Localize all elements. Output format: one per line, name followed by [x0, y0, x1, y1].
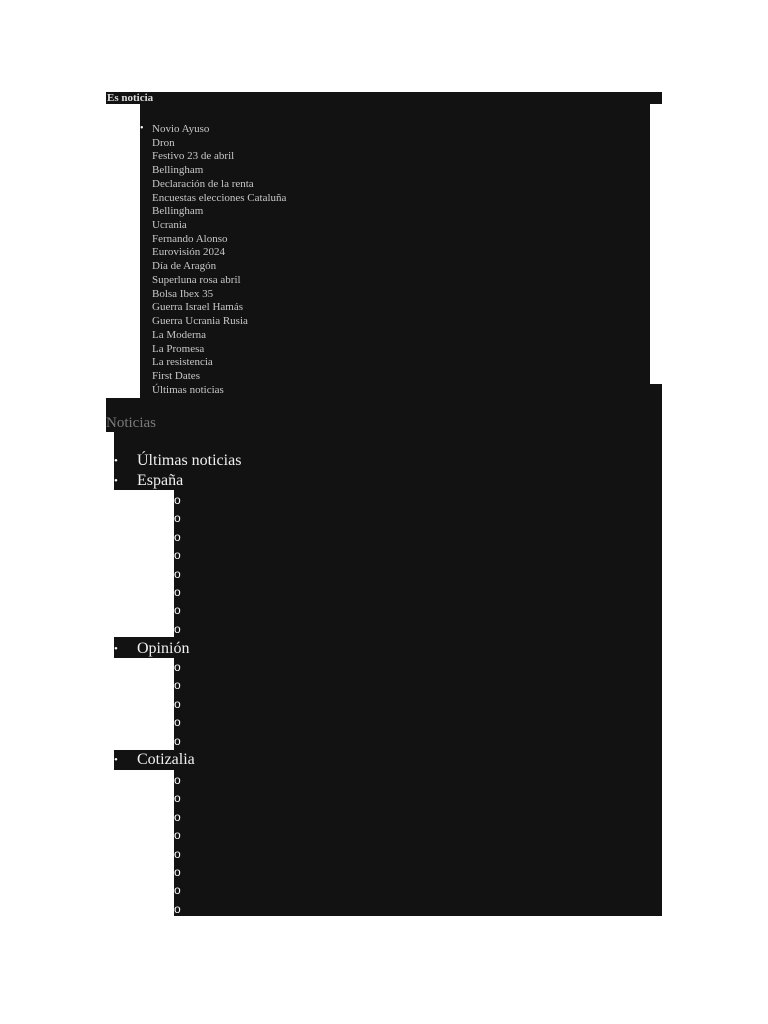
trending-topic-link[interactable]: • Bellingham	[152, 204, 286, 218]
section-bullet: •	[114, 475, 118, 487]
trending-topic-link[interactable]: • Fernando Alonso	[152, 232, 286, 246]
subsection-bullet: o	[174, 883, 181, 898]
trending-topic-link[interactable]: • Eurovisión 2024	[152, 245, 286, 259]
trending-topic-link[interactable]: • Encuestas elecciones Cataluña	[152, 191, 286, 205]
trending-topic-link[interactable]: • La Promesa	[152, 342, 286, 356]
subsection-bullet: o	[174, 493, 181, 507]
noticias-title: Noticias	[106, 415, 156, 431]
subsection-bullet: o	[174, 733, 181, 748]
es-noticia-header-bar	[106, 92, 662, 104]
trending-topic-link[interactable]: • Guerra Israel Hamás	[152, 300, 286, 314]
noticias-section-link[interactable]: Opinión	[137, 640, 190, 657]
noticias-section-link[interactable]: España	[137, 472, 184, 489]
subsection-bullet: o	[174, 791, 181, 806]
trending-topic-link[interactable]: • Dron	[152, 136, 286, 150]
subsection-bullet: o	[174, 529, 181, 544]
subsection-bullet: o	[174, 865, 181, 879]
subsection-bullet: o	[174, 621, 181, 636]
layout-cutout	[114, 770, 174, 916]
layout-cutout	[114, 490, 174, 637]
section-bullet: •	[114, 455, 118, 467]
subsection-bullet: o	[174, 548, 181, 563]
subsection-bullet: o	[174, 828, 181, 843]
subsection-bullet: o	[174, 660, 181, 674]
trending-topics-list	[152, 122, 286, 396]
es-noticia-title: Es noticia	[107, 92, 154, 104]
trending-topic-link[interactable]: • Novio Ayuso	[152, 122, 286, 136]
subsection-bullet: o	[174, 603, 181, 618]
subsection-bullet: o	[174, 901, 181, 916]
trending-topic-link[interactable]: • Últimas noticias	[152, 383, 286, 397]
trending-topic-link[interactable]: • Día de Aragón	[152, 259, 286, 273]
noticias-section-link[interactable]: Últimas noticias	[137, 452, 242, 469]
trending-topic-link[interactable]: • First Dates	[152, 369, 286, 383]
subsection-bullet: o	[174, 566, 181, 581]
trending-topic-link[interactable]: • Festivo 23 de abril	[152, 149, 286, 163]
trending-topic-link[interactable]: • Declaración de la renta	[152, 177, 286, 191]
subsection-bullet: o	[174, 696, 181, 711]
subsection-bullet: o	[174, 511, 181, 526]
subsection-bullet: o	[174, 585, 181, 599]
section-bullet: •	[114, 643, 118, 655]
trending-topic-link[interactable]: • Superluna rosa abril	[152, 273, 286, 287]
noticias-section-link[interactable]: Cotizalia	[137, 751, 195, 768]
trending-topic-link[interactable]: • Bolsa Ibex 35	[152, 287, 286, 301]
layout-cutout	[106, 432, 114, 916]
subsection-bullet: o	[174, 678, 181, 693]
trending-topic-link[interactable]: • Bellingham	[152, 163, 286, 177]
subsection-bullet: o	[174, 715, 181, 730]
section-bullet: •	[114, 754, 118, 766]
trending-topic-link[interactable]: • Guerra Ucrania Rusia	[152, 314, 286, 328]
subsection-bullet: o	[174, 773, 181, 787]
trending-topic-link[interactable]: • La resistencia	[152, 355, 286, 369]
trending-topic-link[interactable]: • La Moderna	[152, 328, 286, 342]
layout-cutout	[114, 658, 174, 750]
trending-topic-link[interactable]: • Ucrania	[152, 218, 286, 232]
es-noticia-panel-tab	[646, 384, 662, 398]
subsection-bullet: o	[174, 809, 181, 824]
subsection-bullet: o	[174, 846, 181, 861]
